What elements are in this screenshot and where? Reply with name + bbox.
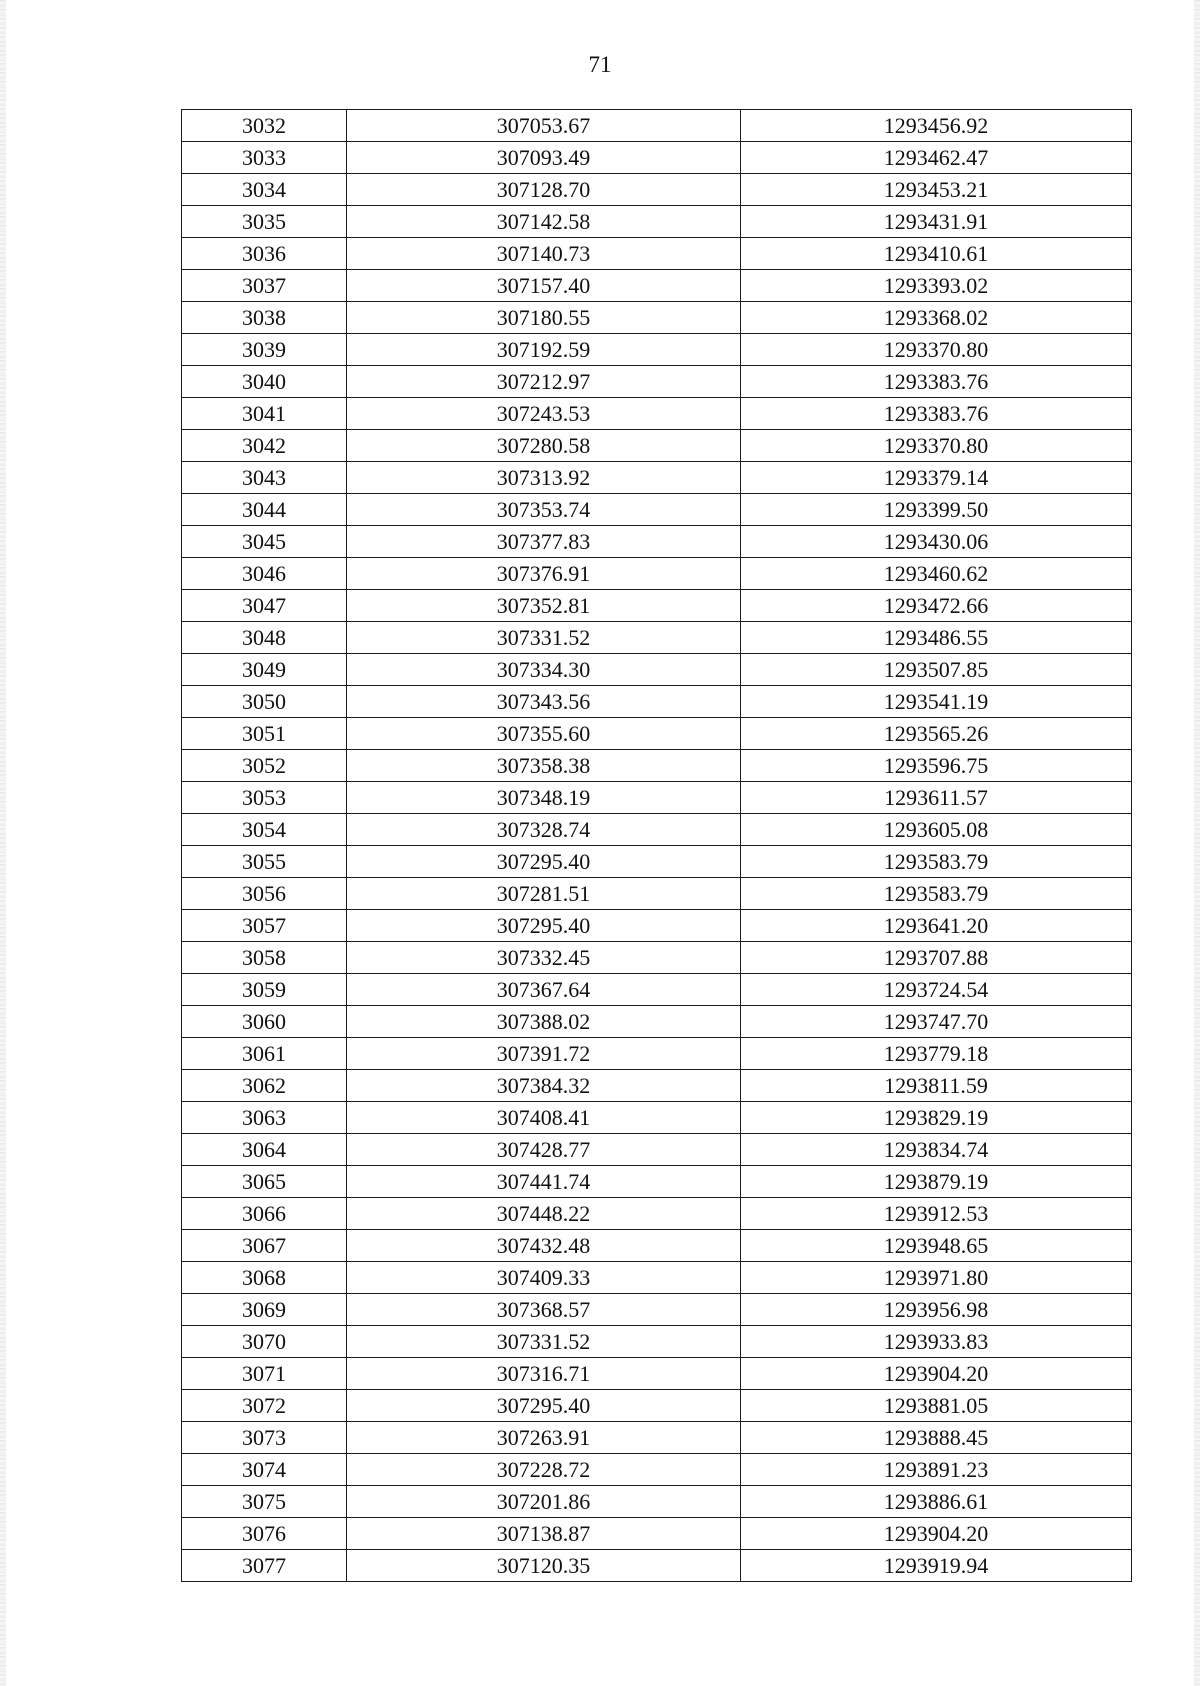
table-row — [182, 1102, 1132, 1134]
x-coordinate-cell: 307280.58 — [347, 430, 741, 462]
point-id-cell: 3057 — [182, 910, 347, 942]
point-id-cell: 3054 — [182, 814, 347, 846]
x-coordinate-cell: 307368.57 — [347, 1294, 741, 1326]
table-row — [182, 1326, 1132, 1358]
y-coordinate-cell: 1293886.61 — [741, 1486, 1132, 1518]
x-coordinate-cell: 307201.86 — [347, 1486, 741, 1518]
x-coordinate-cell: 307391.72 — [347, 1038, 741, 1070]
table-row — [182, 1454, 1132, 1486]
table-row — [182, 526, 1132, 558]
table-row — [182, 110, 1132, 142]
point-id-cell: 3047 — [182, 590, 347, 622]
y-coordinate-cell: 1293971.80 — [741, 1262, 1132, 1294]
point-id-cell: 3066 — [182, 1198, 347, 1230]
point-id-cell: 3055 — [182, 846, 347, 878]
point-id-cell: 3041 — [182, 398, 347, 430]
point-id-cell: 3038 — [182, 302, 347, 334]
point-id-cell: 3074 — [182, 1454, 347, 1486]
right-scan-edge — [1194, 0, 1200, 1686]
x-coordinate-cell: 307053.67 — [347, 110, 741, 142]
y-coordinate-cell: 1293641.20 — [741, 910, 1132, 942]
y-coordinate-cell: 1293399.50 — [741, 494, 1132, 526]
point-id-cell: 3059 — [182, 974, 347, 1006]
point-id-cell: 3045 — [182, 526, 347, 558]
point-id-cell: 3035 — [182, 206, 347, 238]
x-coordinate-cell: 307388.02 — [347, 1006, 741, 1038]
table-row — [182, 846, 1132, 878]
point-id-cell: 3056 — [182, 878, 347, 910]
x-coordinate-cell: 307281.51 — [347, 878, 741, 910]
point-id-cell: 3042 — [182, 430, 347, 462]
y-coordinate-cell: 1293904.20 — [741, 1518, 1132, 1550]
table-row — [182, 558, 1132, 590]
point-id-cell: 3034 — [182, 174, 347, 206]
table-row — [182, 174, 1132, 206]
table-row — [182, 206, 1132, 238]
point-id-cell: 3068 — [182, 1262, 347, 1294]
table-row — [182, 974, 1132, 1006]
point-id-cell: 3072 — [182, 1390, 347, 1422]
table-row — [182, 1262, 1132, 1294]
x-coordinate-cell: 307428.77 — [347, 1134, 741, 1166]
y-coordinate-cell: 1293881.05 — [741, 1390, 1132, 1422]
point-id-cell: 3058 — [182, 942, 347, 974]
page-number: 71 — [588, 52, 612, 77]
y-coordinate-cell: 1293904.20 — [741, 1358, 1132, 1390]
table-row — [182, 878, 1132, 910]
table-row — [182, 334, 1132, 366]
y-coordinate-cell: 1293370.80 — [741, 334, 1132, 366]
table-row — [182, 494, 1132, 526]
x-coordinate-cell: 307120.35 — [347, 1550, 741, 1582]
x-coordinate-cell: 307432.48 — [347, 1230, 741, 1262]
table-row — [182, 622, 1132, 654]
coordinates-table — [181, 109, 1132, 1582]
table-row — [182, 1390, 1132, 1422]
x-coordinate-cell: 307377.83 — [347, 526, 741, 558]
x-coordinate-cell: 307128.70 — [347, 174, 741, 206]
y-coordinate-cell: 1293779.18 — [741, 1038, 1132, 1070]
x-coordinate-cell: 307367.64 — [347, 974, 741, 1006]
table-row — [182, 1358, 1132, 1390]
point-id-cell: 3039 — [182, 334, 347, 366]
y-coordinate-cell: 1293611.57 — [741, 782, 1132, 814]
x-coordinate-cell: 307408.41 — [347, 1102, 741, 1134]
table-row — [182, 686, 1132, 718]
table-row — [182, 142, 1132, 174]
table-row — [182, 750, 1132, 782]
table-row — [182, 366, 1132, 398]
y-coordinate-cell: 1293393.02 — [741, 270, 1132, 302]
table-row — [182, 1230, 1132, 1262]
table-row — [182, 398, 1132, 430]
table-row — [182, 462, 1132, 494]
point-id-cell: 3065 — [182, 1166, 347, 1198]
point-id-cell: 3040 — [182, 366, 347, 398]
table-row — [182, 1070, 1132, 1102]
x-coordinate-cell: 307409.33 — [347, 1262, 741, 1294]
y-coordinate-cell: 1293456.92 — [741, 110, 1132, 142]
y-coordinate-cell: 1293829.19 — [741, 1102, 1132, 1134]
table-row — [182, 1134, 1132, 1166]
point-id-cell: 3063 — [182, 1102, 347, 1134]
x-coordinate-cell: 307138.87 — [347, 1518, 741, 1550]
point-id-cell: 3043 — [182, 462, 347, 494]
x-coordinate-cell: 307093.49 — [347, 142, 741, 174]
table-row — [182, 1198, 1132, 1230]
x-coordinate-cell: 307343.56 — [347, 686, 741, 718]
y-coordinate-cell: 1293811.59 — [741, 1070, 1132, 1102]
table-row — [182, 430, 1132, 462]
point-id-cell: 3067 — [182, 1230, 347, 1262]
table-row — [182, 654, 1132, 686]
y-coordinate-cell: 1293707.88 — [741, 942, 1132, 974]
point-id-cell: 3037 — [182, 270, 347, 302]
x-coordinate-cell: 307348.19 — [347, 782, 741, 814]
point-id-cell: 3077 — [182, 1550, 347, 1582]
point-id-cell: 3061 — [182, 1038, 347, 1070]
point-id-cell: 3053 — [182, 782, 347, 814]
y-coordinate-cell: 1293379.14 — [741, 462, 1132, 494]
x-coordinate-cell: 307331.52 — [347, 1326, 741, 1358]
y-coordinate-cell: 1293430.06 — [741, 526, 1132, 558]
table-row — [182, 718, 1132, 750]
y-coordinate-cell: 1293383.76 — [741, 366, 1132, 398]
x-coordinate-cell: 307334.30 — [347, 654, 741, 686]
point-id-cell: 3070 — [182, 1326, 347, 1358]
table-row — [182, 1518, 1132, 1550]
x-coordinate-cell: 307441.74 — [347, 1166, 741, 1198]
table-row — [182, 1166, 1132, 1198]
x-coordinate-cell: 307352.81 — [347, 590, 741, 622]
table-row — [182, 302, 1132, 334]
point-id-cell: 3032 — [182, 110, 347, 142]
x-coordinate-cell: 307355.60 — [347, 718, 741, 750]
y-coordinate-cell: 1293462.47 — [741, 142, 1132, 174]
point-id-cell: 3073 — [182, 1422, 347, 1454]
x-coordinate-cell: 307316.71 — [347, 1358, 741, 1390]
y-coordinate-cell: 1293879.19 — [741, 1166, 1132, 1198]
x-coordinate-cell: 307142.58 — [347, 206, 741, 238]
y-coordinate-cell: 1293888.45 — [741, 1422, 1132, 1454]
table-row — [182, 1006, 1132, 1038]
y-coordinate-cell: 1293583.79 — [741, 846, 1132, 878]
point-id-cell: 3048 — [182, 622, 347, 654]
point-id-cell: 3044 — [182, 494, 347, 526]
x-coordinate-cell: 307331.52 — [347, 622, 741, 654]
y-coordinate-cell: 1293431.91 — [741, 206, 1132, 238]
point-id-cell: 3052 — [182, 750, 347, 782]
y-coordinate-cell: 1293724.54 — [741, 974, 1132, 1006]
table-row — [182, 814, 1132, 846]
point-id-cell: 3051 — [182, 718, 347, 750]
y-coordinate-cell: 1293919.94 — [741, 1550, 1132, 1582]
coordinates-table-body — [182, 110, 1132, 1582]
y-coordinate-cell: 1293453.21 — [741, 174, 1132, 206]
point-id-cell: 3046 — [182, 558, 347, 590]
y-coordinate-cell: 1293747.70 — [741, 1006, 1132, 1038]
point-id-cell: 3049 — [182, 654, 347, 686]
x-coordinate-cell: 307212.97 — [347, 366, 741, 398]
x-coordinate-cell: 307353.74 — [347, 494, 741, 526]
x-coordinate-cell: 307243.53 — [347, 398, 741, 430]
table-row — [182, 590, 1132, 622]
y-coordinate-cell: 1293507.85 — [741, 654, 1132, 686]
point-id-cell: 3064 — [182, 1134, 347, 1166]
table-row — [182, 1486, 1132, 1518]
y-coordinate-cell: 1293472.66 — [741, 590, 1132, 622]
y-coordinate-cell: 1293486.55 — [741, 622, 1132, 654]
y-coordinate-cell: 1293383.76 — [741, 398, 1132, 430]
point-id-cell: 3069 — [182, 1294, 347, 1326]
y-coordinate-cell: 1293956.98 — [741, 1294, 1132, 1326]
point-id-cell: 3075 — [182, 1486, 347, 1518]
y-coordinate-cell: 1293583.79 — [741, 878, 1132, 910]
y-coordinate-cell: 1293410.61 — [741, 238, 1132, 270]
y-coordinate-cell: 1293368.02 — [741, 302, 1132, 334]
point-id-cell: 3076 — [182, 1518, 347, 1550]
table-row — [182, 238, 1132, 270]
x-coordinate-cell: 307448.22 — [347, 1198, 741, 1230]
table-row — [182, 1550, 1132, 1582]
table-row — [182, 910, 1132, 942]
x-coordinate-cell: 307332.45 — [347, 942, 741, 974]
table-row — [182, 942, 1132, 974]
y-coordinate-cell: 1293370.80 — [741, 430, 1132, 462]
table-row — [182, 1294, 1132, 1326]
point-id-cell: 3071 — [182, 1358, 347, 1390]
point-id-cell: 3050 — [182, 686, 347, 718]
x-coordinate-cell: 307313.92 — [347, 462, 741, 494]
x-coordinate-cell: 307376.91 — [347, 558, 741, 590]
y-coordinate-cell: 1293912.53 — [741, 1198, 1132, 1230]
x-coordinate-cell: 307295.40 — [347, 846, 741, 878]
x-coordinate-cell: 307263.91 — [347, 1422, 741, 1454]
y-coordinate-cell: 1293605.08 — [741, 814, 1132, 846]
x-coordinate-cell: 307180.55 — [347, 302, 741, 334]
x-coordinate-cell: 307295.40 — [347, 910, 741, 942]
y-coordinate-cell: 1293596.75 — [741, 750, 1132, 782]
left-scan-edge — [0, 0, 6, 1686]
y-coordinate-cell: 1293933.83 — [741, 1326, 1132, 1358]
x-coordinate-cell: 307295.40 — [347, 1390, 741, 1422]
x-coordinate-cell: 307192.59 — [347, 334, 741, 366]
table-row — [182, 782, 1132, 814]
x-coordinate-cell: 307140.73 — [347, 238, 741, 270]
point-id-cell: 3060 — [182, 1006, 347, 1038]
table-row — [182, 1038, 1132, 1070]
table-row — [182, 270, 1132, 302]
table-row — [182, 1422, 1132, 1454]
x-coordinate-cell: 307358.38 — [347, 750, 741, 782]
x-coordinate-cell: 307228.72 — [347, 1454, 741, 1486]
y-coordinate-cell: 1293565.26 — [741, 718, 1132, 750]
x-coordinate-cell: 307328.74 — [347, 814, 741, 846]
y-coordinate-cell: 1293891.23 — [741, 1454, 1132, 1486]
y-coordinate-cell: 1293541.19 — [741, 686, 1132, 718]
y-coordinate-cell: 1293460.62 — [741, 558, 1132, 590]
x-coordinate-cell: 307384.32 — [347, 1070, 741, 1102]
y-coordinate-cell: 1293834.74 — [741, 1134, 1132, 1166]
point-id-cell: 3062 — [182, 1070, 347, 1102]
x-coordinate-cell: 307157.40 — [347, 270, 741, 302]
point-id-cell: 3033 — [182, 142, 347, 174]
point-id-cell: 3036 — [182, 238, 347, 270]
y-coordinate-cell: 1293948.65 — [741, 1230, 1132, 1262]
